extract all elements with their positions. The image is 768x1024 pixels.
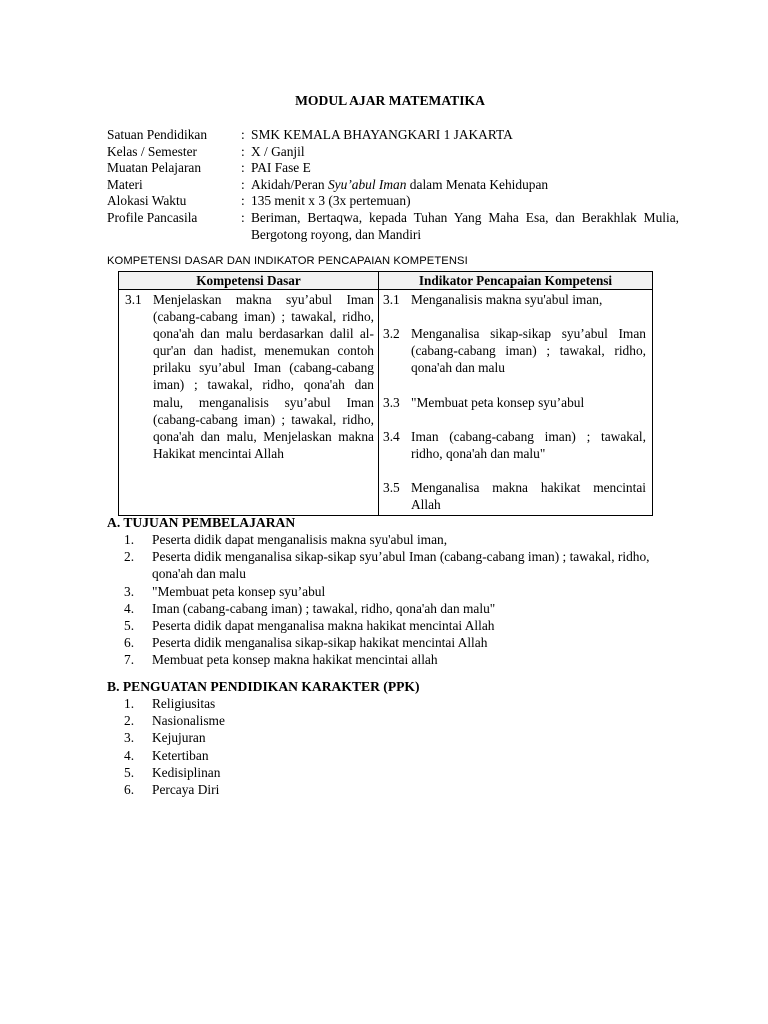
list-text: Nasionalisme — [152, 713, 225, 729]
info-row-muatan-pelajaran — [107, 160, 679, 177]
list-item — [124, 695, 684, 712]
info-value: X / Ganjil — [251, 143, 305, 159]
info-label: Profile Pancasila — [107, 209, 198, 225]
list-number: 4. — [124, 747, 135, 763]
ipk-item — [383, 428, 646, 462]
ipk-item — [383, 394, 646, 411]
ipk-number: 3.5 — [383, 480, 400, 496]
table-header-kd: Kompetensi Dasar — [119, 272, 379, 290]
list-number: 4. — [124, 600, 135, 616]
list-text: Kedisiplinan — [152, 764, 221, 780]
ipk-text: Iman (cabang-cabang iman) ; tawakal, ridho, qona'ah dan malu" — [411, 428, 646, 461]
list-item — [124, 617, 684, 634]
list-item — [124, 548, 684, 582]
list-text: Percaya Diri — [152, 782, 220, 798]
info-label: Kelas / Semester — [107, 143, 197, 159]
info-colon: : — [241, 160, 245, 176]
info-label: Satuan Pendidikan — [107, 127, 208, 142]
kd-text: Menjelaskan makna syu’abul Iman (cabang-cabang iman) ; tawakal, ridho, qona'ah dan malu berdasarkan dalil al-qur'an dan hadist, menemukan contoh prilaku syu’abul Iman (cabang-cabang iman) ; tawakal, ridho, qona'ah dan malu, menganalisis syu’abul Iman (cabang-cabang iman) ; tawakal, ridho, qona'ah dan malu, Menjelaskan makna Hakikat mencintai Allah — [153, 292, 374, 461]
competency-caption: KOMPETENSI DASAR DAN INDIKATOR PENCAPAIAN KOMPETENSI — [107, 255, 468, 267]
list-number: 5. — [124, 618, 135, 634]
list-item — [124, 729, 684, 746]
info-label: Materi — [107, 176, 143, 192]
info-colon: : — [241, 176, 245, 192]
list-item — [124, 781, 684, 798]
list-text: Religiusitas — [152, 696, 216, 711]
info-value — [251, 177, 679, 194]
list-number: 7. — [124, 652, 135, 668]
list-text: Peserta didik menganalisa sikap-sikap hakikat mencintai Allah — [152, 635, 488, 651]
kd-cell — [119, 290, 379, 516]
ipk-item — [383, 325, 646, 376]
ipk-text: Menganalisis makna syu'abul iman, — [411, 292, 603, 307]
info-colon: : — [241, 193, 245, 209]
list-text: Ketertiban — [152, 747, 209, 763]
info-label: Alokasi Waktu — [107, 193, 187, 209]
list-item — [124, 747, 684, 764]
ipk-number: 3.2 — [383, 326, 400, 342]
list-text: Peserta didik dapat menganalisa makna hakikat mencintai Allah — [152, 618, 495, 634]
kd-number: 3.1 — [125, 292, 142, 307]
list-number: 3. — [124, 583, 135, 599]
list-number: 2. — [124, 549, 135, 565]
info-row-alokasi-waktu — [107, 193, 679, 210]
list-text: Kejujuran — [152, 730, 206, 746]
info-value: Beriman, Bertaqwa, kepada Tuhan Yang Maha Esa, dan Berakhlak Mulia, Bergotong royong, dan Mandiri — [251, 209, 679, 242]
info-value: 135 menit x 3 (3x pertemuan) — [251, 193, 411, 209]
ipk-number: 3.3 — [383, 394, 400, 410]
table-row — [119, 290, 653, 516]
materi-before: Akidah/Peran — [251, 176, 328, 192]
list-item — [124, 651, 684, 668]
info-colon: : — [241, 209, 245, 225]
list-number: 6. — [124, 782, 135, 798]
ipk-text: "Membuat peta konsep syu’abul — [411, 394, 585, 410]
info-row-kelas-semester — [107, 144, 679, 161]
ipk-item — [383, 291, 646, 308]
list-item — [124, 764, 684, 781]
list-item — [124, 531, 684, 548]
list-number: 1. — [124, 696, 135, 711]
list-number: 3. — [124, 730, 135, 746]
kd-item — [125, 291, 374, 462]
info-row-materi — [107, 177, 679, 194]
materi-italic: Syu’abul Iman — [327, 176, 407, 192]
info-row-satuan-pendidikan — [107, 127, 679, 144]
ipk-cell — [379, 290, 653, 516]
list-text: Membuat peta konsep makna hakikat mencintai allah — [152, 652, 438, 668]
info-block — [107, 127, 679, 243]
ipk-number: 3.4 — [383, 428, 400, 444]
list-number: 2. — [124, 713, 135, 729]
list-number: 6. — [124, 635, 135, 651]
ipk-item — [383, 479, 646, 513]
list-text: Peserta didik menganalisa sikap-sikap syu’abul Iman (cabang-cabang iman) ; tawakal, ridho, qona'ah dan malu — [152, 549, 650, 582]
info-colon: : — [241, 143, 245, 159]
table-header-row — [119, 272, 653, 290]
section-a-heading: A. TUJUAN PEMBELAJARAN — [107, 515, 296, 530]
ipk-number: 3.1 — [383, 292, 400, 307]
info-row-profile-pancasila — [107, 210, 679, 243]
list-number: 5. — [124, 764, 135, 780]
section-b-list — [124, 695, 684, 798]
list-text: Iman (cabang-cabang iman) ; tawakal, ridho, qona'ah dan malu" — [152, 600, 496, 616]
ipk-text: Menganalisa sikap-sikap syu’abul Iman (cabang-cabang iman) ; tawakal, ridho, qona'ah dan malu — [411, 326, 646, 376]
table-header-ipk: Indikator Pencapaian Kompetensi — [379, 272, 653, 290]
ipk-text: Menganalisa makna hakikat mencintai Allah — [411, 480, 646, 513]
info-value: PAI Fase E — [251, 160, 311, 176]
competency-table — [118, 271, 653, 516]
materi-after: dalam Menata Kehidupan — [406, 176, 549, 192]
document-title: MODUL AJAR MATEMATIKA — [295, 93, 485, 108]
list-text: Peserta didik dapat menganalisis makna syu'abul iman, — [152, 532, 448, 547]
list-number: 1. — [124, 532, 135, 547]
info-label: Muatan Pelajaran — [107, 160, 202, 176]
section-b-heading: B. PENGUATAN PENDIDIKAN KARAKTER (PPK) — [107, 679, 420, 694]
list-text: "Membuat peta konsep syu’abul — [152, 583, 326, 599]
info-colon: : — [241, 127, 245, 142]
info-value: SMK KEMALA BHAYANGKARI 1 JAKARTA — [251, 127, 513, 142]
list-item — [124, 583, 684, 600]
list-item — [124, 634, 684, 651]
list-item — [124, 712, 684, 729]
section-a-list — [124, 531, 684, 669]
list-item — [124, 600, 684, 617]
